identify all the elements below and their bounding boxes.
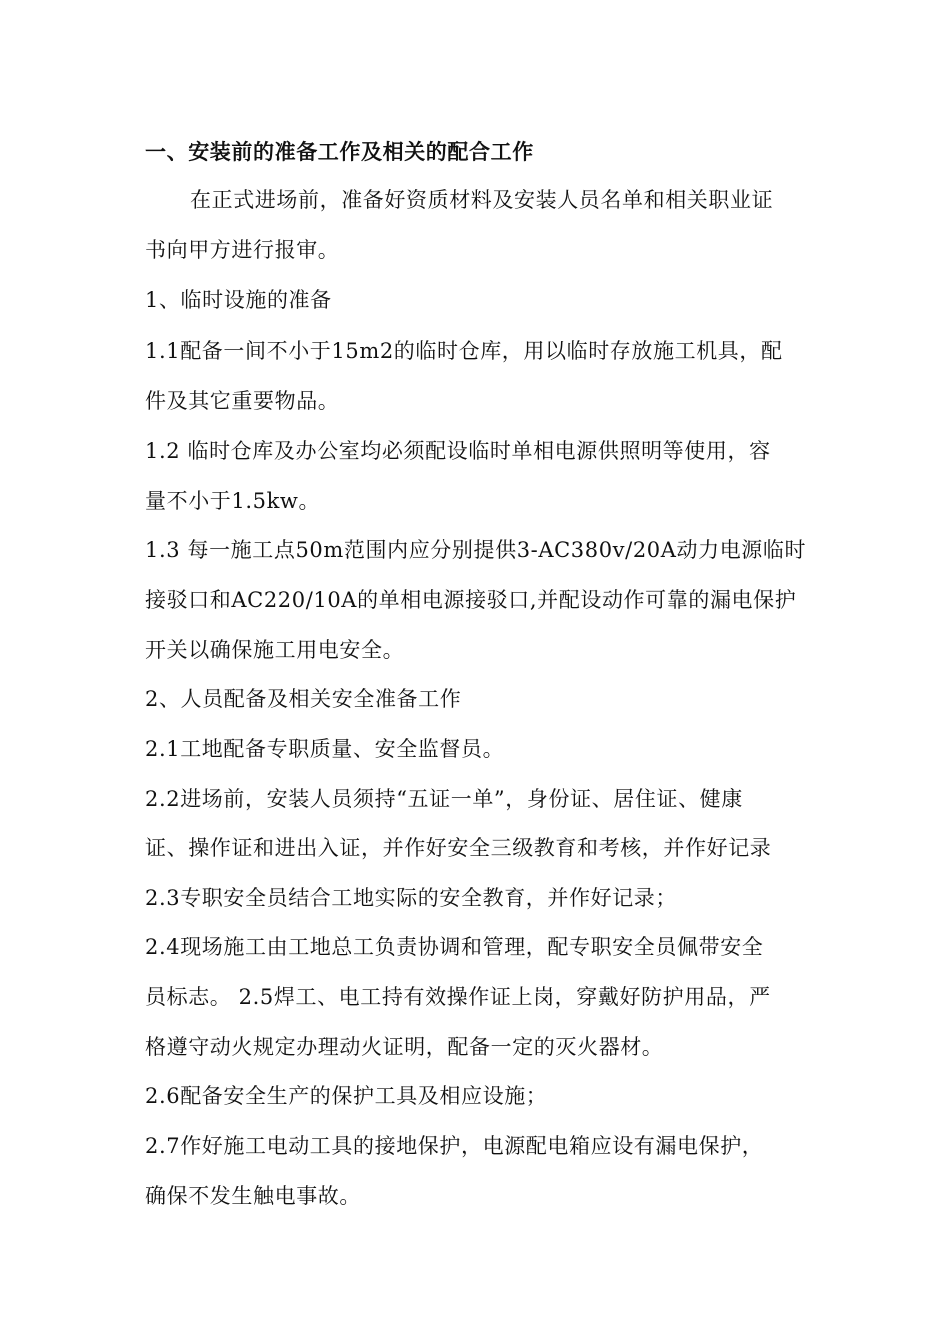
paragraph-line: 2.6配备安全生产的保护工具及相应设施；: [145, 1084, 548, 1108]
paragraph-line: 1.3 每一施工点50m范围内应分别提供3-AC380v/20A动力电源临时: [145, 538, 807, 562]
paragraph-line: 2.1工地配备专职质量、安全监督员。: [145, 737, 505, 761]
paragraph-line: 在正式进场前，准备好资质材料及安装人员名单和相关职业证: [190, 188, 774, 212]
paragraph-line: 开关以确保施工用电安全。: [145, 638, 405, 662]
paragraph-line: 量不小于1.5kw。: [145, 489, 321, 513]
subsection-heading: 2、人员配备及相关安全准备工作: [145, 687, 462, 711]
section-heading: 一、安装前的准备工作及相关的配合工作: [145, 140, 534, 164]
paragraph-line: 2.2进场前，安装人员须持“五证一单”，身份证、居住证、健康: [145, 787, 743, 811]
paragraph-line: 件及其它重要物品。: [145, 389, 340, 413]
paragraph-line: 2.7作好施工电动工具的接地保护，电源配电箱应设有漏电保护，: [145, 1134, 764, 1158]
paragraph-line: 确保不发生触电事故。: [145, 1184, 361, 1208]
paragraph-line: 2.3专职安全员结合工地实际的安全教育，并作好记录；: [145, 886, 677, 910]
paragraph-line: 1.2 临时仓库及办公室均必须配设临时单相电源供照明等使用，容: [145, 439, 771, 463]
paragraph-line: 书向甲方进行报审。: [145, 238, 340, 262]
paragraph-line: 证、操作证和进出入证，并作好安全三级教育和考核，并作好记录: [145, 836, 772, 860]
subsection-heading: 1、临时设施的准备: [145, 288, 332, 312]
paragraph-line: 接驳口和AC220/10A的单相电源接驳口,并配设动作可靠的漏电保护: [145, 588, 797, 612]
paragraph-line: 1.1配备一间不小于15m2的临时仓库，用以临时存放施工机具，配: [145, 339, 783, 363]
paragraph-line: 2.4现场施工由工地总工负责协调和管理，配专职安全员佩带安全: [145, 935, 764, 959]
paragraph-line: 格遵守动火规定办理动火证明，配备一定的灭火器材。: [145, 1035, 664, 1059]
paragraph-line: 员标志。 2.5焊工、电工持有效操作证上岗，穿戴好防护用品，严: [145, 985, 771, 1009]
